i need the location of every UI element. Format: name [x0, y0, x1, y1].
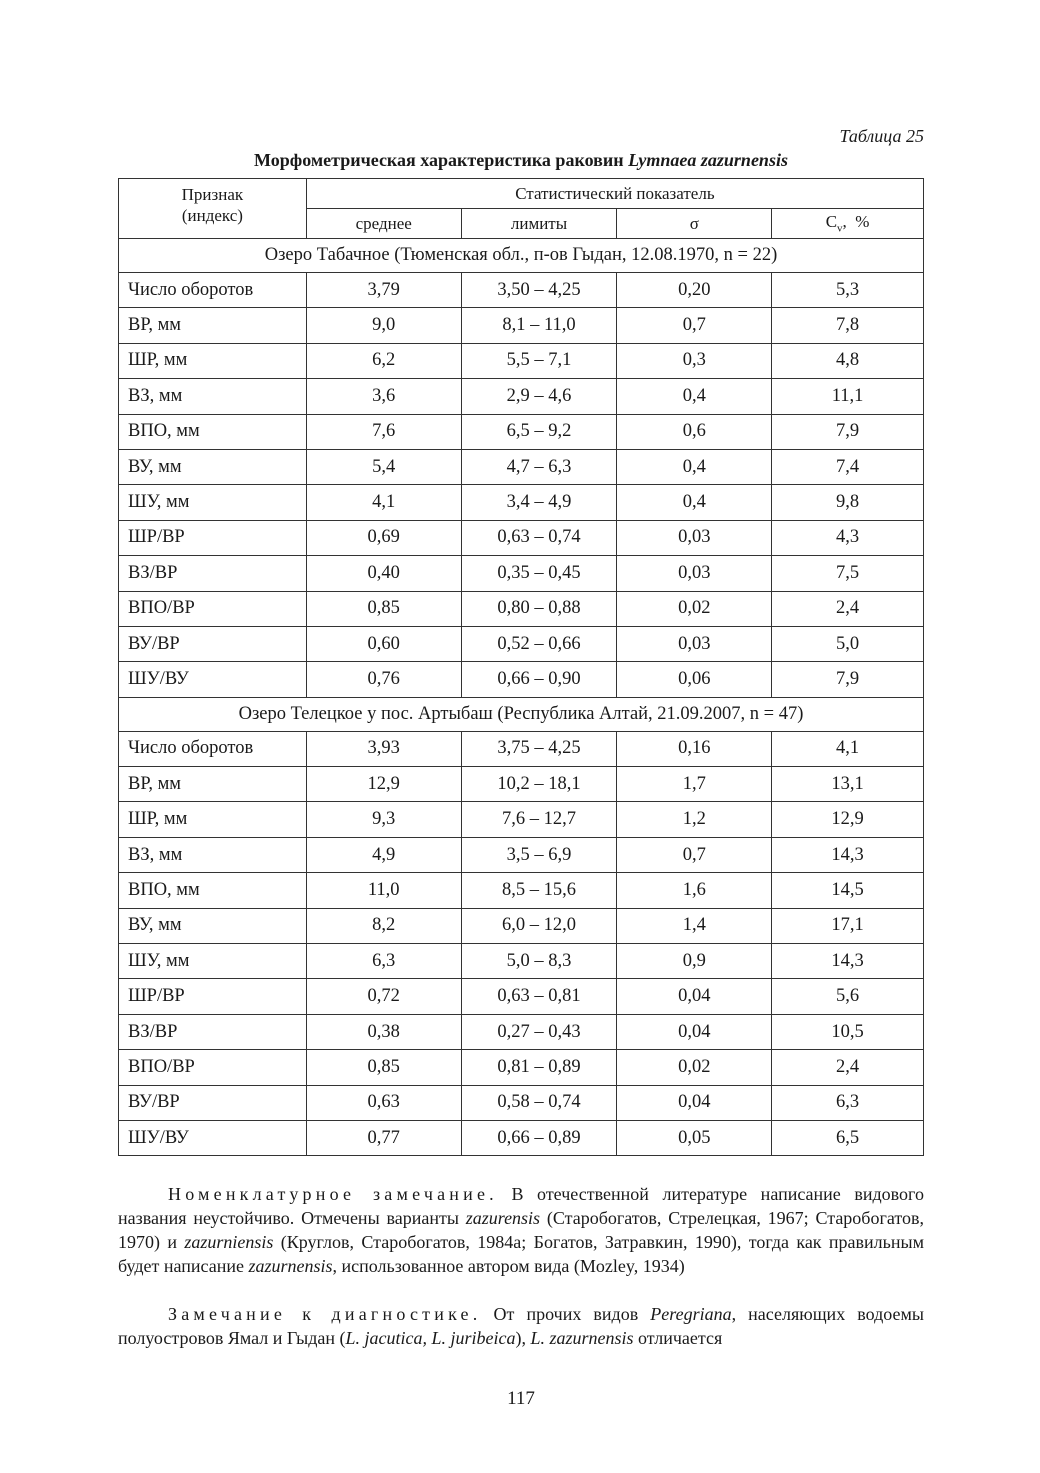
table-row [119, 626, 924, 661]
trait-header-line2: (индекс) [181, 206, 243, 225]
table-row [119, 1014, 924, 1049]
cell-trait: ВПО, мм [119, 414, 307, 449]
cell-cv: 7,8 [772, 308, 924, 343]
cell-mean: 0,85 [306, 1050, 461, 1085]
cell-trait: ВР, мм [119, 308, 307, 343]
table-row [119, 873, 924, 908]
cell-sigma: 0,7 [617, 308, 772, 343]
cell-mean: 0,60 [306, 626, 461, 661]
cell-mean: 11,0 [306, 873, 461, 908]
page-number: 117 [507, 1388, 535, 1409]
cv-header-main: C [825, 212, 838, 232]
cell-cv: 6,3 [772, 1085, 924, 1120]
table-row [119, 979, 924, 1014]
cell-limits: 0,63 – 0,81 [461, 979, 617, 1014]
cell-cv: 6,5 [772, 1120, 924, 1155]
cell-mean: 3,93 [306, 731, 461, 766]
cell-sigma: 0,05 [617, 1120, 772, 1155]
cell-limits: 2,9 – 4,6 [461, 379, 617, 414]
section-title: Озеро Табачное (Тюменская обл., п-ов Гыдан, 12.08.1970, n = 22) [119, 239, 924, 273]
cell-limits: 3,75 – 4,25 [461, 731, 617, 766]
cell-cv: 5,0 [772, 626, 924, 661]
cell-mean: 7,6 [306, 414, 461, 449]
cell-mean: 0,40 [306, 556, 461, 591]
table-row [119, 520, 924, 555]
cell-sigma: 0,20 [617, 273, 772, 308]
cell-mean: 0,85 [306, 591, 461, 626]
limits-header: лимиты [461, 209, 617, 239]
table-row [119, 944, 924, 979]
diagnostic-note [118, 1302, 924, 1350]
cell-limits: 5,0 – 8,3 [461, 944, 617, 979]
table-row [119, 1120, 924, 1155]
cell-limits: 3,4 – 4,9 [461, 485, 617, 520]
cell-mean: 0,76 [306, 662, 461, 697]
cell-cv: 12,9 [772, 802, 924, 837]
cell-mean: 0,63 [306, 1085, 461, 1120]
cv-header-sub: v [837, 222, 843, 235]
cell-mean: 6,3 [306, 944, 461, 979]
note-text: В отечественной литературе написание видового названия неустойчиво. Отмечены варианты [118, 1184, 924, 1228]
diagnostic-note-heading: Замечание к диагностике. [168, 1304, 482, 1324]
trait-header-line1: Признак [181, 185, 244, 204]
cv-header-tail: , % [842, 212, 870, 232]
cell-mean: 4,1 [306, 485, 461, 520]
cell-limits: 0,80 – 0,88 [461, 591, 617, 626]
cell-mean: 3,6 [306, 379, 461, 414]
cell-sigma: 0,04 [617, 979, 772, 1014]
cv-header [772, 209, 924, 239]
table-row [119, 414, 924, 449]
table-row [119, 343, 924, 378]
cell-sigma: 0,6 [617, 414, 772, 449]
cell-limits: 0,66 – 0,90 [461, 662, 617, 697]
cell-mean: 6,2 [306, 343, 461, 378]
cell-sigma: 0,03 [617, 520, 772, 555]
note-species-name: zazurensis [465, 1208, 541, 1228]
cell-cv: 14,3 [772, 837, 924, 872]
cell-limits: 0,63 – 0,74 [461, 520, 617, 555]
note-text: отличается [633, 1328, 723, 1348]
table-title-species: Lymnaea zazurnensis [628, 150, 788, 170]
table-row [119, 731, 924, 766]
table-row [119, 449, 924, 484]
cell-limits: 0,58 – 0,74 [461, 1085, 617, 1120]
cell-limits: 5,5 – 7,1 [461, 343, 617, 378]
cell-limits: 0,35 – 0,45 [461, 556, 617, 591]
table-row [119, 908, 924, 943]
cell-sigma: 0,06 [617, 662, 772, 697]
cell-trait: ШР/ВР [119, 520, 307, 555]
cell-mean: 0,69 [306, 520, 461, 555]
cell-mean: 4,9 [306, 837, 461, 872]
table-row [119, 767, 924, 802]
note-species-name: L. jacutica, L. juribeica [345, 1328, 516, 1348]
table-row [119, 1050, 924, 1085]
cell-mean: 8,2 [306, 908, 461, 943]
cell-sigma: 0,4 [617, 485, 772, 520]
cell-sigma: 1,2 [617, 802, 772, 837]
cell-cv: 2,4 [772, 591, 924, 626]
cell-sigma: 0,04 [617, 1014, 772, 1049]
note-text: , использованное автором вида (Mozley, 1934) [332, 1256, 685, 1276]
cell-limits: 0,27 – 0,43 [461, 1014, 617, 1049]
note-text: От прочих видов [481, 1304, 651, 1324]
cell-trait: ШУ, мм [119, 485, 307, 520]
cell-limits: 8,1 – 11,0 [461, 308, 617, 343]
cell-limits: 7,6 – 12,7 [461, 802, 617, 837]
cell-sigma: 0,02 [617, 591, 772, 626]
note-text: ), [515, 1328, 531, 1348]
cell-sigma: 0,4 [617, 379, 772, 414]
sigma-header: σ [617, 209, 772, 239]
cell-cv: 14,3 [772, 944, 924, 979]
cell-trait: Число оборотов [119, 273, 307, 308]
cell-sigma: 0,4 [617, 449, 772, 484]
cell-cv: 7,9 [772, 414, 924, 449]
cell-limits: 10,2 – 18,1 [461, 767, 617, 802]
table-row [119, 802, 924, 837]
table-row [119, 485, 924, 520]
cell-cv: 10,5 [772, 1014, 924, 1049]
cell-mean: 0,77 [306, 1120, 461, 1155]
cell-cv: 5,6 [772, 979, 924, 1014]
cell-cv: 7,5 [772, 556, 924, 591]
cell-trait: ШР, мм [119, 343, 307, 378]
cell-mean: 9,0 [306, 308, 461, 343]
cell-mean: 0,38 [306, 1014, 461, 1049]
nomenclature-note-heading: Номенклатурное замечание. [168, 1184, 498, 1204]
cell-mean: 3,79 [306, 273, 461, 308]
cell-limits: 3,50 – 4,25 [461, 273, 617, 308]
cell-trait: ВЗ, мм [119, 837, 307, 872]
cell-cv: 11,1 [772, 379, 924, 414]
cell-sigma: 1,6 [617, 873, 772, 908]
cell-trait: ВПО, мм [119, 873, 307, 908]
cell-limits: 4,7 – 6,3 [461, 449, 617, 484]
cell-cv: 5,3 [772, 273, 924, 308]
cell-sigma: 0,9 [617, 944, 772, 979]
table-row [119, 556, 924, 591]
cell-trait: ВУ, мм [119, 449, 307, 484]
section-title: Озеро Телецкое у пос. Артыбаш (Республика Алтай, 21.09.2007, n = 47) [119, 697, 924, 731]
note-text: (Круглов, Старобогатов, 1984а; Богатов, Затравкин, 1990), тогда как правильным будет написание [118, 1232, 924, 1276]
nomenclature-note [118, 1182, 924, 1278]
table-body [119, 239, 924, 1156]
note-text: (Старобогатов, Стрелецкая, 1967; Старобогатов, 1970) и [118, 1208, 924, 1252]
cell-cv: 4,1 [772, 731, 924, 766]
cell-trait: ВУ/ВР [119, 1085, 307, 1120]
cell-cv: 13,1 [772, 767, 924, 802]
table-row [119, 379, 924, 414]
cell-mean: 12,9 [306, 767, 461, 802]
cell-cv: 4,8 [772, 343, 924, 378]
note-species-name: L. zazurnensis [530, 1328, 634, 1348]
cell-trait: ШР/ВР [119, 979, 307, 1014]
mean-header: среднее [306, 209, 461, 239]
cell-sigma: 0,03 [617, 626, 772, 661]
table-row [119, 837, 924, 872]
cell-sigma: 1,7 [617, 767, 772, 802]
table-row [119, 662, 924, 697]
cell-limits: 3,5 – 6,9 [461, 837, 617, 872]
cell-trait: ВР, мм [119, 767, 307, 802]
cell-sigma: 0,3 [617, 343, 772, 378]
cell-limits: 8,5 – 15,6 [461, 873, 617, 908]
cell-trait: ВЗ/ВР [119, 1014, 307, 1049]
note-genus-name: Peregriana [650, 1304, 732, 1324]
cell-sigma: 0,02 [617, 1050, 772, 1085]
cell-trait: ШУ/ВУ [119, 662, 307, 697]
cell-trait: ШР, мм [119, 802, 307, 837]
cell-limits: 6,0 – 12,0 [461, 908, 617, 943]
cell-trait: ШУ, мм [119, 944, 307, 979]
cell-mean: 0,72 [306, 979, 461, 1014]
cell-trait: ШУ/ВУ [119, 1120, 307, 1155]
note-species-name: zazurniensis [184, 1232, 274, 1252]
table-row [119, 273, 924, 308]
trait-header [119, 179, 307, 239]
table-title [118, 150, 924, 171]
cell-mean: 5,4 [306, 449, 461, 484]
cell-sigma: 0,03 [617, 556, 772, 591]
cell-cv: 7,4 [772, 449, 924, 484]
cell-mean: 9,3 [306, 802, 461, 837]
table-row [119, 1085, 924, 1120]
section-row [119, 697, 924, 731]
cell-limits: 0,66 – 0,89 [461, 1120, 617, 1155]
table-title-text: Морфометрическая характеристика раковин [254, 150, 629, 170]
cell-cv: 2,4 [772, 1050, 924, 1085]
section-row [119, 239, 924, 273]
table-row [119, 308, 924, 343]
cell-cv: 14,5 [772, 873, 924, 908]
cell-trait: ВПО/ВР [119, 591, 307, 626]
table-row [119, 591, 924, 626]
cell-cv: 9,8 [772, 485, 924, 520]
cell-trait: ВПО/ВР [119, 1050, 307, 1085]
cell-limits: 6,5 – 9,2 [461, 414, 617, 449]
cell-sigma: 0,04 [617, 1085, 772, 1120]
morphometric-table [118, 178, 924, 1156]
cell-limits: 0,81 – 0,89 [461, 1050, 617, 1085]
cell-cv: 4,3 [772, 520, 924, 555]
note-text: , населяющих водоемы полуостровов Ямал и Гыдан ( [118, 1304, 924, 1348]
cell-trait: Число оборотов [119, 731, 307, 766]
cell-trait: ВЗ/ВР [119, 556, 307, 591]
cell-trait: ВУ, мм [119, 908, 307, 943]
cell-cv: 7,9 [772, 662, 924, 697]
cell-limits: 0,52 – 0,66 [461, 626, 617, 661]
note-species-name: zazurnensis [248, 1256, 333, 1276]
cell-sigma: 0,16 [617, 731, 772, 766]
table-label: Таблица 25 [839, 126, 924, 146]
cell-sigma: 0,7 [617, 837, 772, 872]
cell-trait: ВУ/ВР [119, 626, 307, 661]
cell-sigma: 1,4 [617, 908, 772, 943]
cell-trait: ВЗ, мм [119, 379, 307, 414]
cell-cv: 17,1 [772, 908, 924, 943]
stats-group-header: Статистический показатель [306, 179, 923, 209]
